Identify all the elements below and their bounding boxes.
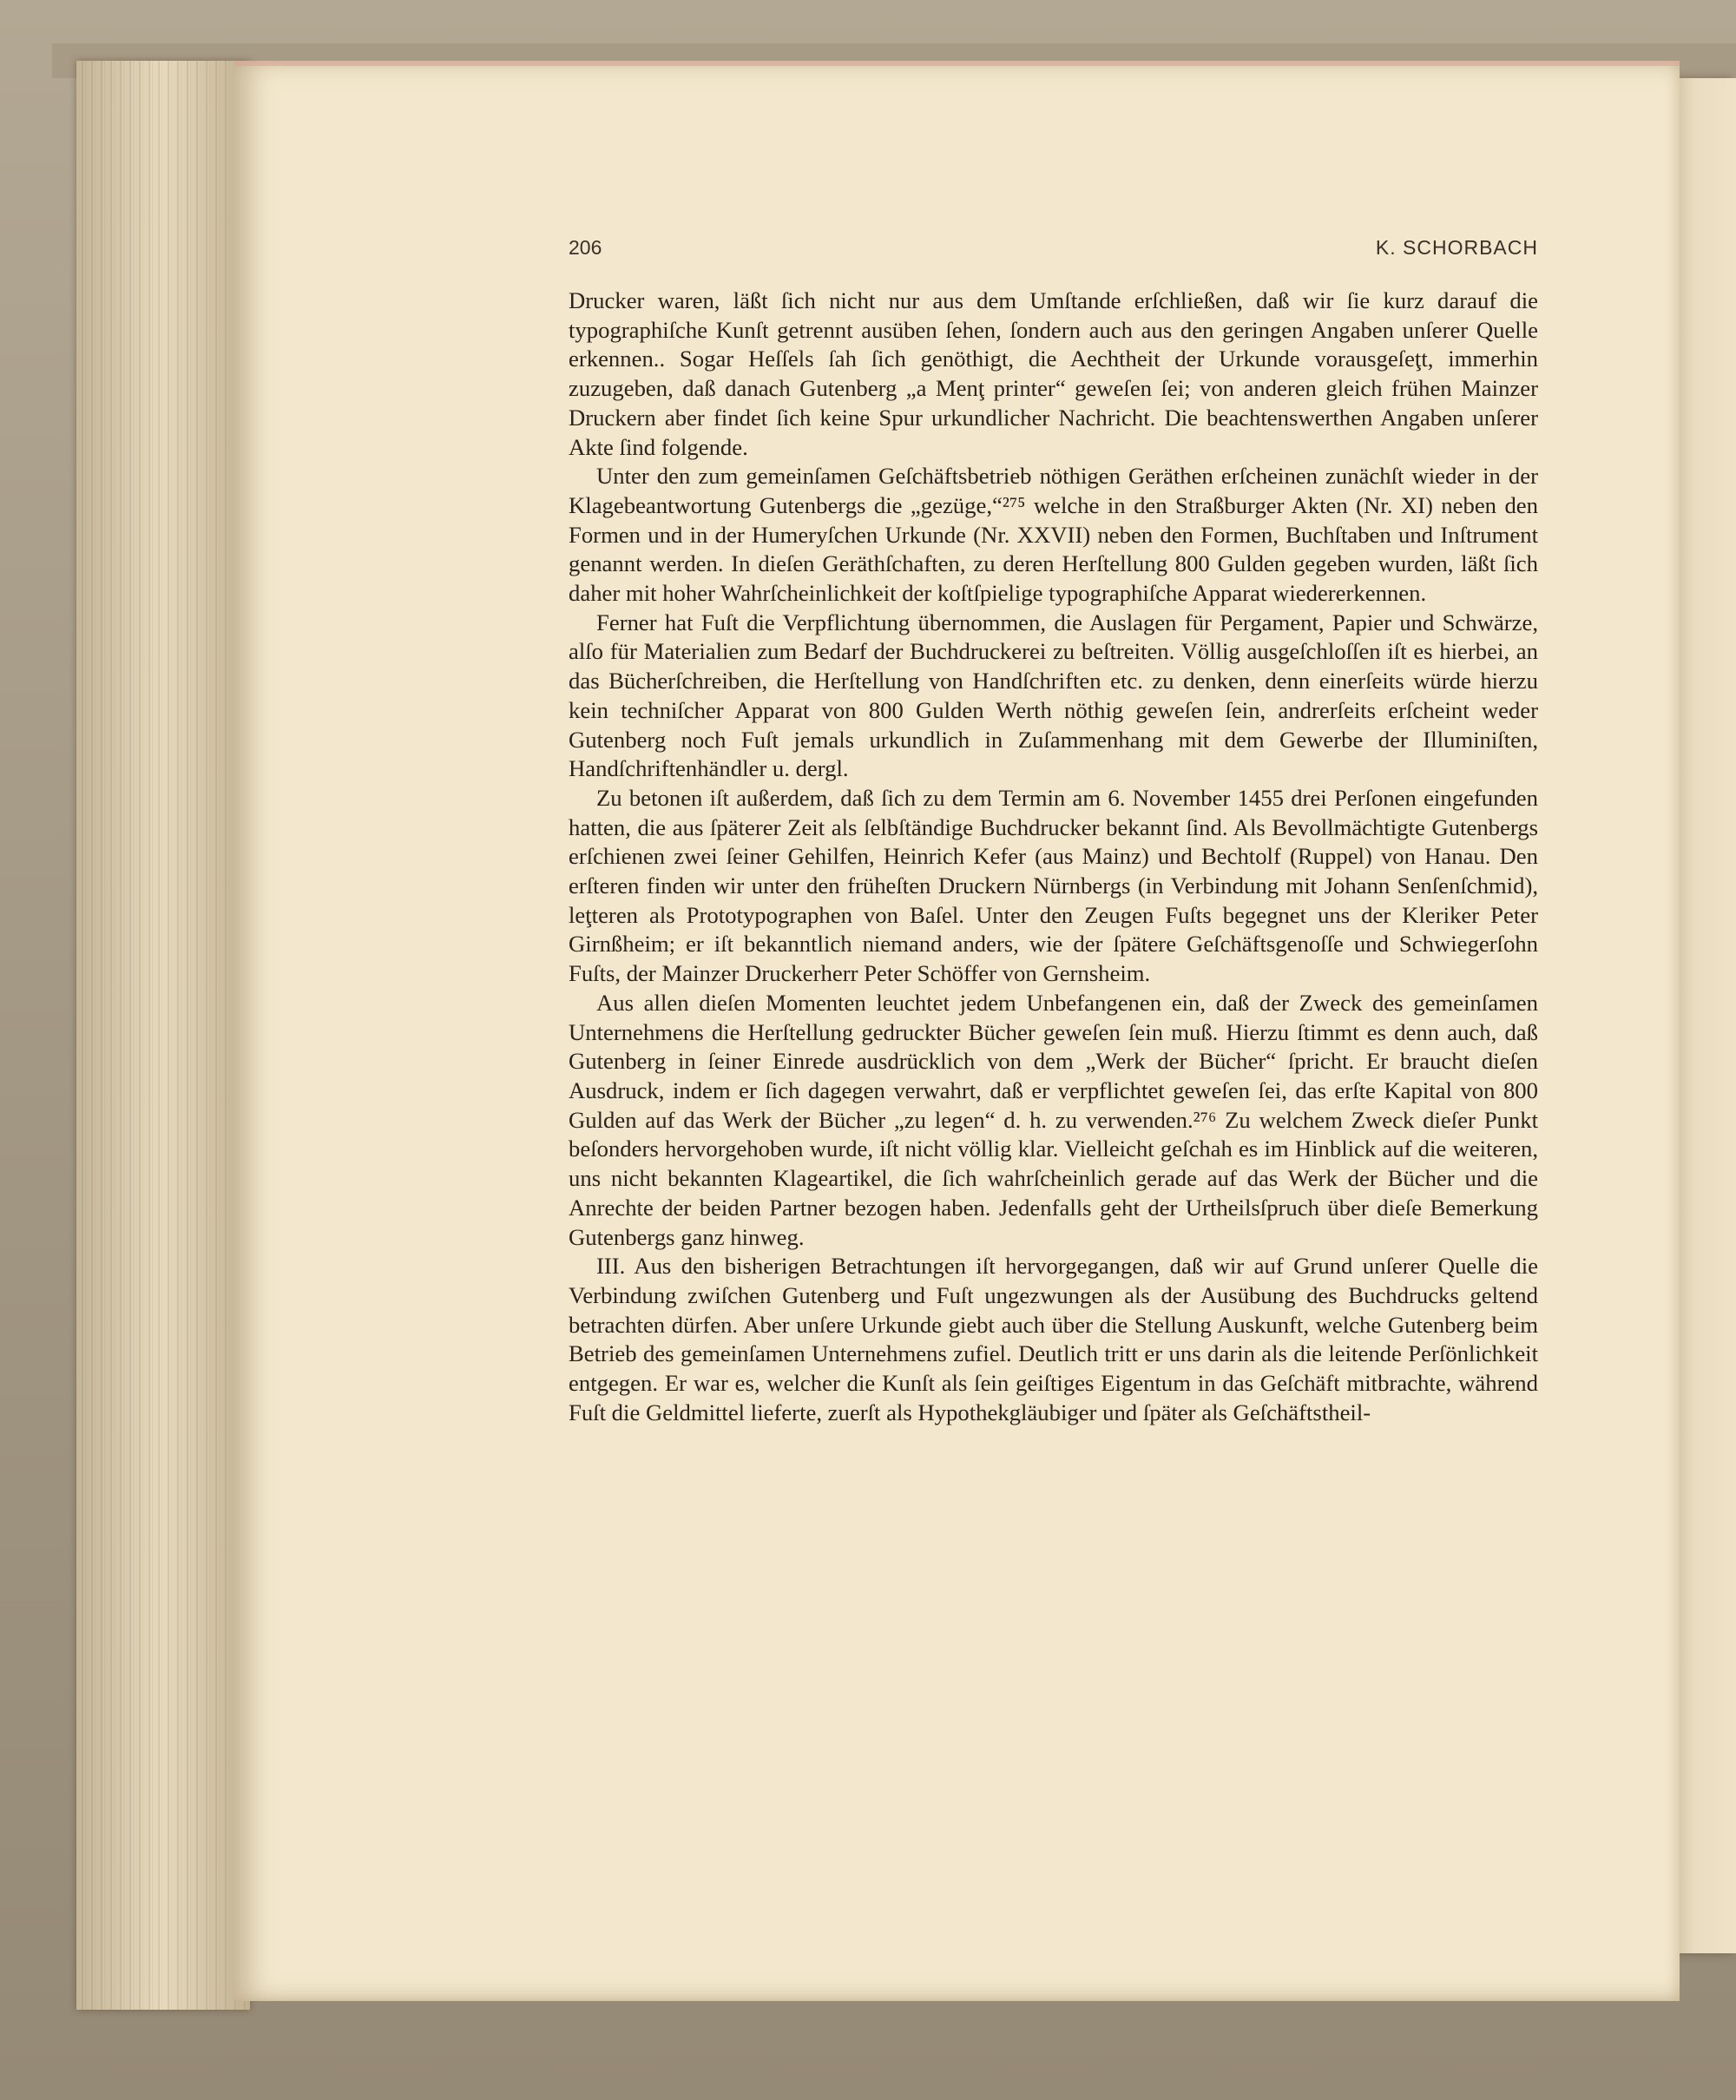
paragraph-6: III. Aus den bisherigen Betrachtungen iſt hervorgegangen, daß wir auf Grund unſerer Quelle die Verbindung zwiſchen Gutenberg und Fuſt ungezwungen als der Ausübung des Buchdrucks geltend betrachten dürfen. Aber unſere Urkunde giebt auch über die Stellung Auskunft, welche Gutenberg beim Betrieb des gemeinſamen Unternehmens zufiel. Deutlich tritt er uns darin als die leitende Perſönlichkeit entgegen. Er war es, welcher die Kunſt als ſein geiſtiges Eigentum in das Geſchäft mitbrachte, während Fuſt die Geldmittel lieferte, zuerſt als Hypothekgläubiger und ſpäter als Geſchäftstheil- [569,1253,1538,1425]
paragraph-3: Ferner hat Fuſt die Verpflichtung übernommen, die Auslagen für Pergament, Papier und Schwärze, alſo für Materialien zum Bedarf der Buchdruckerei zu beſtreiten. Völlig ausgeſchloſſen iſt es hierbei, an das Bücherſchreiben, die Herſtellung von Handſchriften etc. zu denken, denn einerſeits würde hierzu kein techniſcher Apparat von 800 Gulden Werth nöthig geweſen ſein, andrerſeits erſcheint weder Gutenberg noch Fuſt jemals urkundlich in Zuſammenhang mit dem Gewerbe der Illuminiſten, Handſchriftenhändler u. dergl. [569,609,1538,782]
paragraph-1: Drucker waren, läßt ſich nicht nur aus dem Umſtande erſchließen, daß wir ſie kurz darauf die typographiſche Kunſt getrennt ausüben ſehen, ſondern auch aus den geringen Angaben unſerer Quelle erkennen.. Sogar Heſſels ſah ſich genöthigt, die Aechtheit der Urkunde vorausgeſeţt, immerhin zuzugeben, daß danach Gutenberg „a Menţ printer“ geweſen ſei; von anderen gleich frühen Mainzer Druckern aber findet ſich keine Spur urkundlicher Nachricht. Die beachtenswerthen Angaben unſerer Akte ſind folgende. [569,287,1538,460]
page-top-edge [234,61,1680,66]
paragraph-4: Zu betonen iſt außerdem, daß ſich zu dem Termin am 6. November 1455 drei Perſonen eingefunden hatten, die aus ſpäterer Zeit als ſelbſtändige Buchdrucker bekannt ſind. Als Bevollmächtigte Gutenbergs erſchienen zwei ſeiner Gehilfen, Heinrich Kefer (aus Mainz) und Bechtolf (Ruppel) von Hanau. Den erſteren finden wir unter den früheſten Druckern Nürnbergs (in Verbindung mit Johann Senſenſchmid), leţteren als Prototypographen von Baſel. Unter den Zeugen Fuſts begegnet uns der Kleriker Peter Girnßheim; er iſt bekanntlich niemand anders, wie der ſpätere Geſchäftsgenoſſe und Schwiegerſohn Fuſts, der Mainzer Druckerherr Peter Schöffer von Gernsheim. [569,784,1538,987]
body-text [569,286,1538,1427]
page-block-shade [76,61,250,2010]
running-head-author: K. SCHORBACH [1375,236,1538,259]
paragraph-2: Unter den zum gemeinſamen Geſchäftsbetrieb nöthigen Geräthen erſcheinen zunächſt wieder in der Klagebeantwortung Gutenbergs die „gezüge,“²⁷⁵ welche in den Straßburger Akten (Nr. XI) neben den Formen und in der Humeryſchen Urkunde (Nr. XXVII) neben den Formen, Buchſtaben und Inſtrument genannt werden. In dieſen Geräthſchaften, zu deren Herſtellung 800 Gulden gegeben wurden, läßt ſich daher mit hoher Wahrſcheinlichkeit der koſtſpielige typographiſche Apparat wiedererkennen. [569,463,1538,607]
page-number: 206 [569,236,602,259]
running-head [569,236,1538,266]
paragraph-5: Aus allen dieſen Momenten leuchtet jedem Unbefangenen ein, daß der Zweck des gemeinſamen Unternehmens die Herſtellung gedruckter Bücher geweſen ſein muß. Hierzu ſtimmt es denn auch, daß Gutenberg in ſeiner Einrede ausdrücklich von dem „Werk der Bücher“ ſpricht. Er braucht dieſen Ausdruck, indem er ſich dagegen verwahrt, daß er verpflichtet geweſen ſei, das erſte Kapital von 800 Gulden auf das Werk der Bücher „zu legen“ d. h. zu verwenden.²⁷⁶ Zu welchem Zweck dieſer Punkt beſonders hervorgehoben wurde, iſt nicht völlig klar. Vielleicht geſchah es im Hinblick auf die weiteren, uns nicht bekannten Klageartikel, die ſich wahrſcheinlich gerade auf das Werk der Bücher und die Anrechte der beiden Partner bezogen haben. Jedenfalls geht der Urtheilsſpruch über dieſe Bemerkung Gutenbergs ganz hinweg. [569,989,1538,1250]
